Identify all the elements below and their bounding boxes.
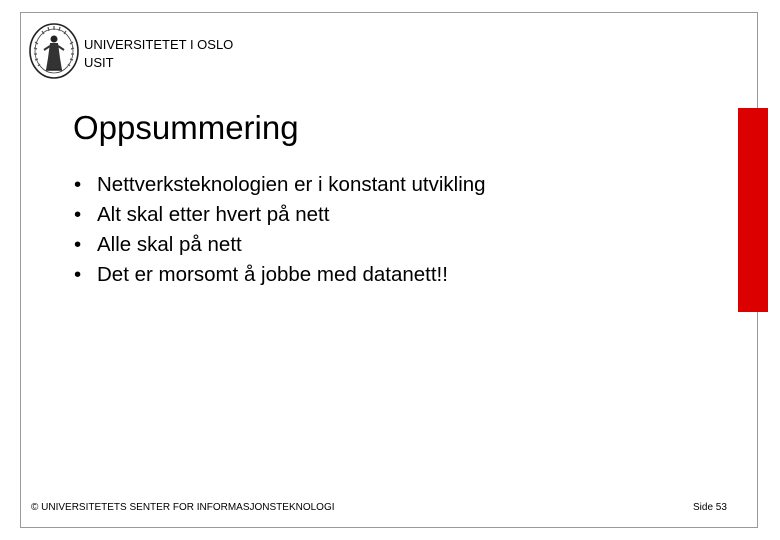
bullet-item <box>74 170 486 200</box>
bullet-icon: • <box>74 203 82 226</box>
bullet-item <box>74 260 486 290</box>
university-seal-logo <box>28 22 80 80</box>
bullet-text: Alt skal etter hvert på nett <box>97 203 330 226</box>
bullet-icon: • <box>74 173 82 196</box>
accent-bar <box>738 108 768 312</box>
org-line-unit: USIT <box>84 55 114 70</box>
org-line-university: UNIVERSITETET I OSLO <box>84 37 234 52</box>
bullet-text: Nettverksteknologien er i konstant utvikling <box>97 173 486 196</box>
bullet-icon: • <box>74 233 82 256</box>
bullet-text: Alle skal på nett <box>97 233 242 256</box>
bullet-item <box>74 200 486 230</box>
slide-title: Oppsummering <box>73 109 299 146</box>
footer-copyright: © UNIVERSITETETS SENTER FOR INFORMASJONSTEKNOLOGI <box>31 502 335 513</box>
bullet-icon: • <box>74 263 82 286</box>
page-number: Side 53 <box>693 502 727 513</box>
bullet-text: Det er morsomt å jobbe med datanett!! <box>97 263 448 286</box>
bullet-item <box>74 230 486 260</box>
organization-name <box>84 36 233 72</box>
bullet-list <box>74 170 486 290</box>
